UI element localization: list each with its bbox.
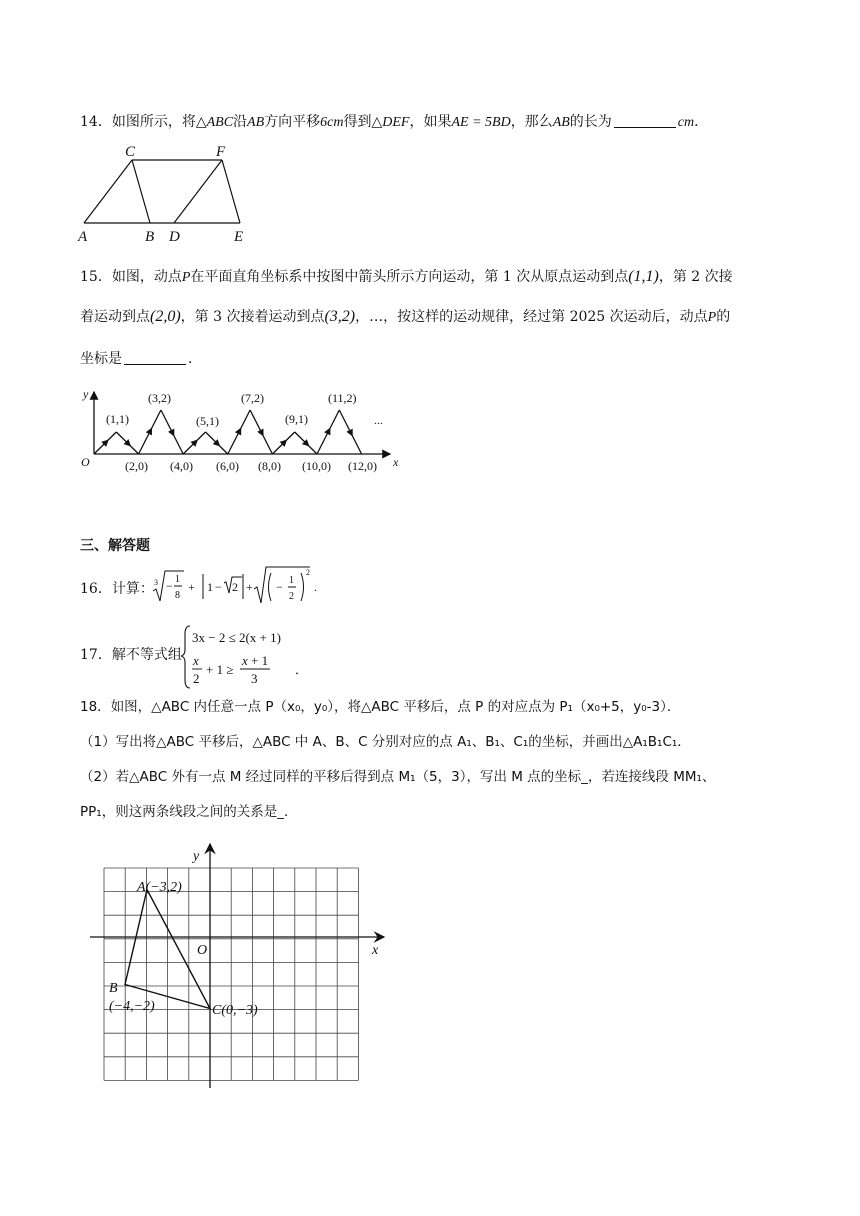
q15-point-1: (1,1) [628, 268, 659, 285]
q15-label-top-4: (7,2) [241, 391, 264, 405]
q18-part-1: （1）写出将△ABC 平移后，△ABC 中 A、B、C 分别对应的点 A₁、B₁、C₁的坐标，并画出△A₁B₁C₁． [80, 734, 691, 750]
q15-label-bottom-2: (4,0) [170, 459, 193, 473]
q14-part: 如图所示，将 [111, 114, 196, 130]
q18-origin-label: O [197, 943, 208, 958]
q14-segment-df [174, 160, 222, 223]
q18-x-label: x [372, 943, 379, 958]
point-b-coords: (−4,−2) [109, 999, 155, 1014]
q14-segment-ac [84, 160, 132, 223]
frac-num-x: x [193, 653, 199, 668]
q14-part: 沿 [233, 114, 248, 130]
q16-label: 计算： [111, 581, 154, 597]
q14-part: ，那么 [510, 114, 553, 130]
q14-part: ． [694, 114, 709, 130]
q14-number: 14． [80, 114, 112, 130]
plus-sign: + [246, 580, 253, 594]
q14-part: 方向平移 [264, 114, 321, 130]
q18-line-4 [80, 802, 297, 822]
q15-label-bottom-3: (6,0) [216, 459, 239, 473]
q15-label-top-6: (11,2) [328, 391, 357, 405]
two: 2 [232, 580, 238, 594]
q15-label-top-5: (9,1) [285, 412, 308, 426]
q17-system [180, 622, 320, 690]
q14-part: ，如果 [409, 114, 452, 130]
q15-label-bottom-5: (10,0) [302, 459, 331, 473]
q17-end: ． [295, 662, 309, 677]
q14-ab: AB [247, 115, 265, 130]
denominator: 8 [175, 590, 180, 601]
plus-sign: + [188, 580, 195, 594]
q14-text [80, 112, 708, 133]
frac-den-2: 2 [193, 671, 200, 686]
q14-label-c: C [125, 144, 136, 160]
q15-label-top-1: (1,1) [106, 412, 129, 426]
root-index: 3 [154, 578, 158, 587]
exponent: 2 [306, 568, 310, 577]
q14-part: 得到 [343, 114, 372, 130]
q15-part: 如图，动点 [111, 269, 182, 285]
minus-sign: − [276, 580, 283, 594]
section-heading: 三、解答题 [80, 538, 150, 554]
q15-part: 着运动到点 [80, 309, 150, 325]
q14-label-f: F [216, 144, 226, 160]
q18-number: 18． [80, 699, 111, 715]
q15-part: ，第 3 次接着运动到点 [180, 309, 325, 325]
q18-line-3 [80, 767, 715, 787]
q14-triangle-abc: △ABC [195, 115, 234, 130]
numerator: 1 [289, 575, 294, 586]
paren-left [269, 573, 272, 601]
inequality-1: 3x − 2 ≤ 2(x + 1) [192, 630, 281, 645]
one: 1 [207, 580, 213, 594]
q14-label-b: B [145, 229, 155, 244]
q15-point-3: (3,2) [324, 308, 356, 325]
q14-triangle-def: △DEF [371, 115, 410, 130]
q14-condition: AE = 5BD [451, 115, 511, 130]
q18-y-label: y [193, 849, 200, 864]
plus-one: + 1 ≥ [206, 662, 234, 677]
q15-part: ． [188, 351, 202, 367]
q18-grid-figure [84, 840, 394, 1100]
q15-point-p: P [181, 270, 191, 285]
q15-line-2 [80, 307, 730, 328]
q14-ab: AB [552, 115, 570, 130]
q14-unit: cm [677, 115, 695, 130]
denominator: 2 [289, 591, 294, 602]
q18-part-2: （2）若△ABC 外有一点 M 经过同样的平移后得到点 M₁（5，3），写出 M 点的坐标_，若连接线段 MM₁、 [80, 769, 716, 785]
point-c-label: C(0,−3) [212, 1003, 258, 1018]
q14-segment-cb [132, 160, 150, 223]
q15-figure [78, 384, 408, 474]
q15-line-1 [80, 267, 733, 288]
q15-label-bottom-6: (12,0) [348, 459, 377, 473]
q15-part: 在平面直角坐标系中按图中箭头所示方向运动，第 1 次从原点运动到点 [190, 269, 629, 285]
q17-text [80, 645, 182, 665]
q15-label-bottom-4: (8,0) [258, 459, 281, 473]
q14-answer-blank[interactable] [614, 113, 676, 128]
q15-answer-blank[interactable] [124, 350, 186, 365]
q16-number: 16． [80, 581, 112, 597]
q15-point-p: P [707, 310, 717, 325]
q15-label-top-3: (5,1) [196, 414, 219, 428]
q15-y-label: y [83, 387, 89, 401]
q15-number: 15． [80, 269, 112, 285]
q15-point-2: (2,0) [150, 308, 181, 325]
q14-label-e: E [234, 229, 244, 244]
frac-den-3: 3 [251, 671, 258, 686]
minus-sign: − [215, 580, 222, 594]
q15-x-label: x [393, 455, 399, 469]
q14-part: 的长为 [569, 114, 612, 130]
q14-distance: 6cm [320, 115, 344, 130]
q14-segment-fe [222, 160, 240, 223]
system-brace [181, 626, 190, 688]
q18-intro: 如图，△ABC 内任意一点 P（x₀，y₀），将△ABC 平移后，点 P 的对应点为 P₁（x₀+5，y₀-3）． [110, 699, 681, 715]
q16-expression [150, 563, 320, 609]
frac-num-x1: x + 1 [242, 653, 269, 668]
q15-line-3 [80, 349, 202, 369]
paren-right [301, 573, 304, 601]
q15-label-top-2: (3,2) [148, 391, 171, 405]
period: . [314, 580, 317, 594]
q14-label-a: A [78, 229, 88, 244]
q16-text [80, 579, 154, 599]
q15-part: ，第 2 次接 [658, 269, 733, 285]
q15-ellipsis: ... [374, 413, 383, 427]
q14-figure [74, 140, 264, 244]
point-a-label: A(−3,2) [137, 880, 182, 895]
q15-part: 的 [716, 309, 731, 325]
q17-number: 17． [80, 647, 112, 663]
point-b-label: B [109, 981, 118, 996]
q15-origin-label: O [81, 455, 90, 469]
q17-label: 解不等式组 [111, 647, 182, 663]
q15-part: 坐标是 [80, 351, 122, 367]
q15-label-bottom-1: (2,0) [125, 459, 148, 473]
q18-part-2-cont: PP₁，则这两条线段之间的关系是_． [80, 804, 298, 820]
q15-part: ，…，按这样的运动规律，经过第 2025 次运动后，动点 [355, 309, 708, 325]
q18-line-2 [80, 732, 691, 752]
q14-label-d: D [169, 229, 180, 244]
minus-sign: − [166, 579, 173, 593]
numerator: 1 [175, 574, 180, 585]
q18-line-1 [80, 697, 680, 717]
